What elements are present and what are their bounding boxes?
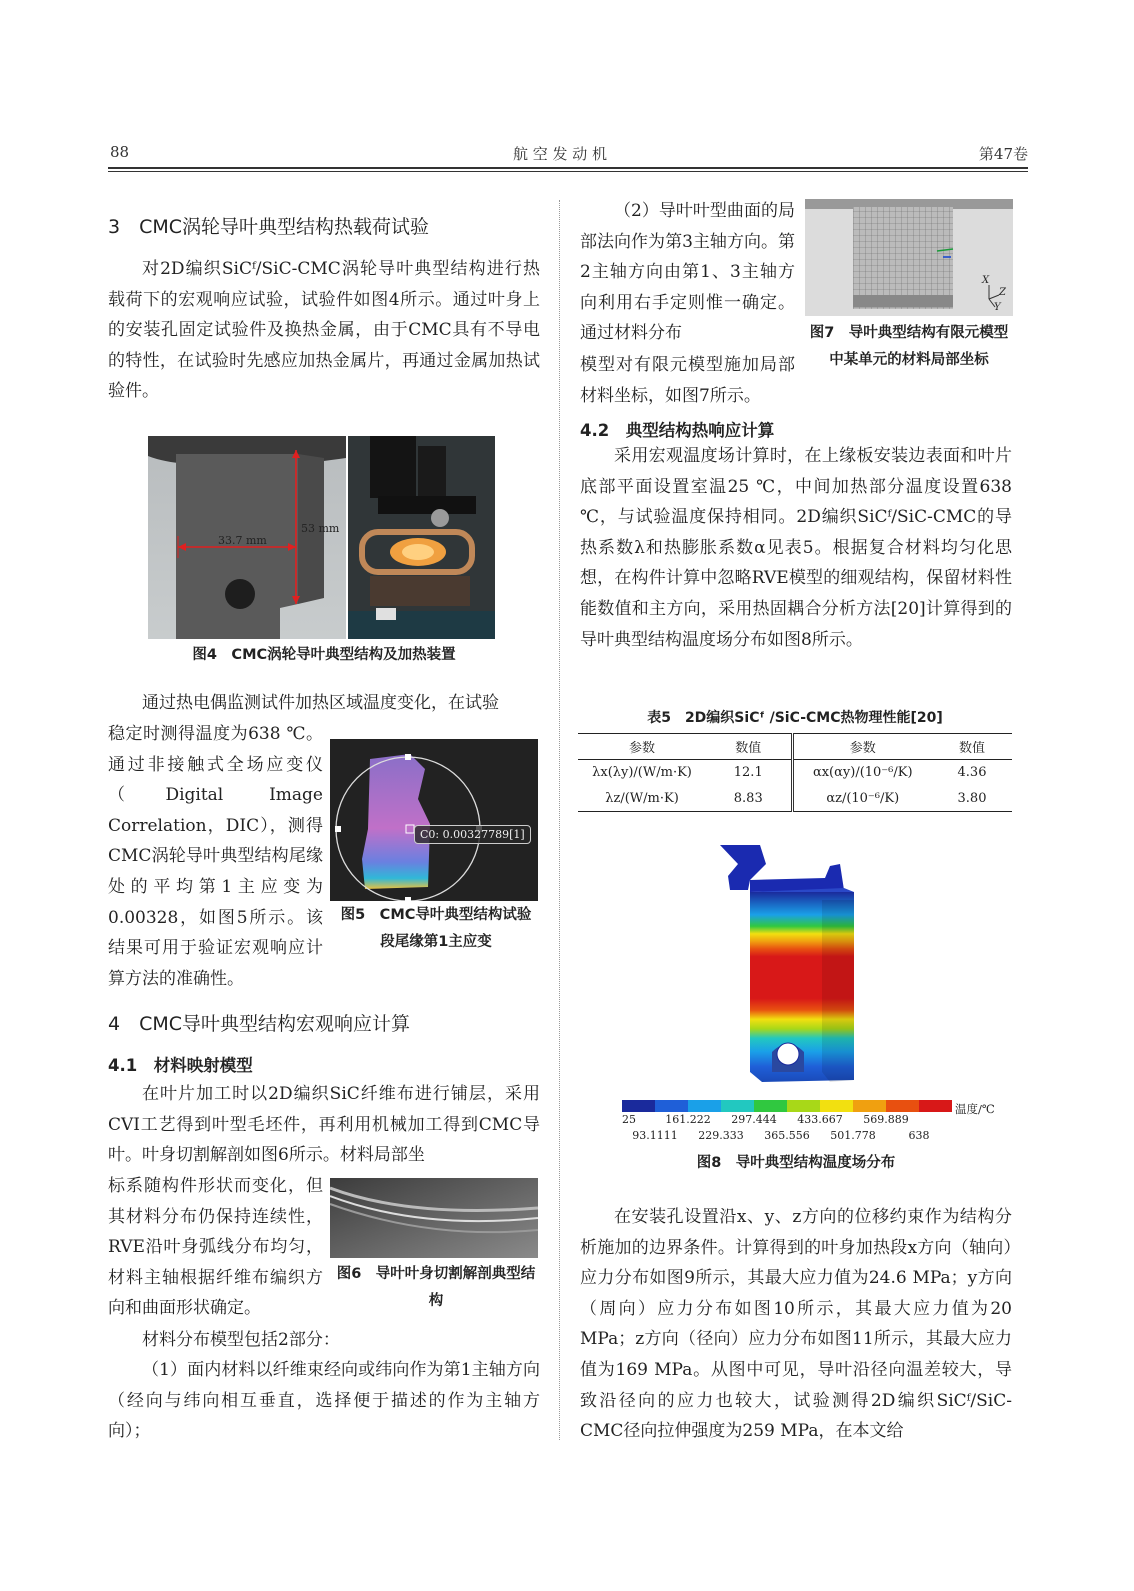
page-number: 88 — [110, 143, 130, 161]
column-divider — [559, 200, 560, 1440]
legend-swatch — [919, 1100, 952, 1112]
sec3-paragraph-2-line1: 通过热电偶监测试件加热区域温度变化，在试验 — [142, 693, 499, 713]
table5-header-value1: 数值 — [706, 734, 792, 760]
fig7-fe-model — [805, 199, 1013, 316]
sec42-paragraph-1: 采用宏观温度场计算时，在上缘板安装边表面和叶片底部平面设置室温25 ℃，中间加热部分温度设置638 ℃，与试验温度保持相同。2D编织SiCᶠ/SiC-CMC的导热系数λ和热膨胀系数α见表5。根据复合材料均匀化思想，在构件计算中忽略RVE模型的细观结构，保留材料性能数值和主方向，采用热固耦合分析方法[20]计算得到的导叶典型结构温度场分布如图8所示。 — [580, 446, 1012, 650]
sec41-paragraph-3: （1）面内材料以纤维束经向或纬向作为第1主轴方向（经向与纬向相互垂直，选择便于描述的作为主轴方向）； — [108, 1360, 540, 1442]
table-row — [578, 786, 1012, 812]
fig8-ticks-upper — [622, 1113, 952, 1127]
fig7-axis-x: X — [982, 275, 990, 286]
section-4-1-heading: 4.1 材料映射模型 — [108, 1056, 253, 1075]
table5-cell: 12.1 — [733, 765, 763, 781]
header-rule-bottom — [108, 171, 1028, 172]
section-4-2-heading: 4.2 典型结构热响应计算 — [580, 421, 775, 440]
sec41-paragraph-2: 材料分布模型包括2部分： — [142, 1330, 340, 1350]
fig8-caption: 图8 导叶典型结构温度场分布 — [696, 1155, 896, 1171]
table-row — [578, 760, 1012, 786]
legend-swatch — [655, 1100, 689, 1112]
sec3-paragraph-1: 对2D编织SiCᶠ/SiC-CMC涡轮导叶典型结构进行热载荷下的宏观响应试验，试验件如图4所示。通过叶身上的安装孔固定试验件及换热金属，由于CMC具有不导电的特性，在试验时先感应加热金属片，再通过金属加热试验件。 — [108, 259, 540, 402]
sec3-paragraph-2-wrap: 稳定时测得温度为638 ℃。通过非接触式全场应变仪（Digital Image Correlation，DIC），测得CMC涡轮导叶典型结构尾缘处的平均第1主应变为0.00328，如图5所示。该结果可用于验证宏观响应计算方法的准确性。 — [108, 724, 323, 989]
legend-tick-label: 638 — [908, 1129, 930, 1142]
fig7-caption: 图7 导叶典型结构有限元模型中某单元的材料局部坐标 — [809, 325, 1009, 368]
fig4-specimen-photo — [148, 436, 346, 639]
header-rule-top — [108, 167, 1028, 169]
legend-tick-label: 433.667 — [797, 1113, 843, 1126]
fig7-axis-z: Z — [999, 287, 1006, 298]
journal-name: 航 空 发 动 机 — [512, 145, 608, 163]
fig5-strain-readout: C0: 0.00327789[1] — [414, 825, 531, 844]
fig8-temperature-model — [600, 840, 1020, 1090]
sec41-paragraph-4-wrap: （2）导叶叶型曲面的局部法向作为第3主轴方向。第2主轴方向由第1、3主轴方向利用右手定则惟一确定。通过材料分布 — [580, 201, 795, 344]
legend-tick-label: 501.778 — [830, 1129, 876, 1142]
legend-swatch — [820, 1100, 854, 1112]
legend-tick-label: 297.444 — [731, 1113, 777, 1126]
legend-swatch — [622, 1100, 656, 1112]
volume: 第47卷 — [978, 145, 1028, 163]
fig4-height-label: 53 mm — [301, 522, 340, 535]
fig8-ticks-lower — [622, 1129, 972, 1143]
fig6-section-photo — [330, 1178, 538, 1258]
legend-tick-label: 161.222 — [665, 1113, 711, 1126]
fig7-axis-y: Y — [994, 302, 1001, 313]
legend-swatch — [853, 1100, 887, 1112]
sec41-paragraph-1-wrap: 标系随构件形状而变化，但其材料分布仍保持连续性，RVE沿叶身弧线分布均匀，材料主轴根据纤维布编织方向和曲面形状确定。 — [108, 1176, 323, 1319]
table5-title: 表5 2D编织SiCᶠ /SiC-CMC热物理性能[20] — [647, 710, 943, 726]
section-4-heading: 4 CMC导叶典型结构宏观响应计算 — [108, 1013, 411, 1035]
fig6-caption: 图6 导叶叶身切割解剖典型结构 — [336, 1266, 536, 1309]
table5-cell: λx(λy)/(W/m·K) — [592, 765, 692, 781]
legend-swatch — [754, 1100, 788, 1112]
fig8-color-legend — [622, 1100, 952, 1112]
sec41-paragraph-4-rest: 模型对有限元模型施加局部材料坐标，如图7所示。 — [580, 355, 795, 406]
fig5-dic-image — [330, 739, 538, 901]
legend-tick-label: 365.556 — [764, 1129, 810, 1142]
table5-cell: 3.80 — [932, 786, 1012, 812]
table5-cell: αx(αy)/(10⁻⁶/K) — [792, 760, 932, 786]
sec42-paragraph-2: 在安装孔设置沿x、y、z方向的位移约束作为结构分析施加的边界条件。计算得到的叶身加热段x方向（轴向）应力分布如图9所示，其最大应力值为24.6 MPa；y方向（周向）应力分布如图10所示，其最大应力值为20 MPa；z方向（径向）应力分布如图11所示，其最大应力值为169 MPa。从图中可见，导叶沿径向温差较大，导致沿径向的应力也较大，试验测得2D编织SiCᶠ/SiC-CMC径向拉伸强度为259 MPa，在本文给 — [580, 1207, 1012, 1442]
legend-swatch — [721, 1100, 755, 1112]
table5-header-param2: 参数 — [792, 734, 932, 760]
table5-header-value2: 数值 — [932, 734, 1012, 760]
legend-tick-label: 569.889 — [863, 1113, 909, 1126]
table5-cell: 4.36 — [957, 765, 987, 781]
fig4-width-label: 33.7 mm — [218, 534, 267, 547]
legend-tick-label: 25 — [622, 1113, 636, 1126]
table5 — [578, 733, 1012, 812]
section-3-heading: 3 CMC涡轮导叶典型结构热载荷试验 — [108, 216, 430, 238]
fig8-legend-title: 温度/℃ — [955, 1102, 995, 1116]
legend-swatch — [886, 1100, 920, 1112]
legend-swatch — [688, 1100, 722, 1112]
table5-cell: αz/(10⁻⁶/K) — [792, 786, 932, 812]
legend-tick-label: 93.1111 — [632, 1129, 678, 1142]
fig5-caption: 图5 CMC导叶典型结构试验段尾缘第1主应变 — [340, 907, 532, 950]
table5-header-param1: 参数 — [578, 734, 706, 760]
table5-cell: 8.83 — [706, 786, 792, 812]
fig4-caption: 图4 CMC涡轮导叶典型结构及加热装置 — [192, 647, 456, 663]
legend-tick-label: 229.333 — [698, 1129, 744, 1142]
fig4-heating-photo — [348, 436, 495, 639]
sec41-paragraph-1: 在叶片加工时以2D编织SiC纤维布进行铺层，采用CVI工艺得到叶型毛坯件，再利用机械加工得到CMC导叶。叶身切割解剖如图6所示。材料局部坐 — [108, 1084, 540, 1166]
legend-swatch — [787, 1100, 821, 1112]
table5-cell: λz/(W/m·K) — [578, 786, 706, 812]
